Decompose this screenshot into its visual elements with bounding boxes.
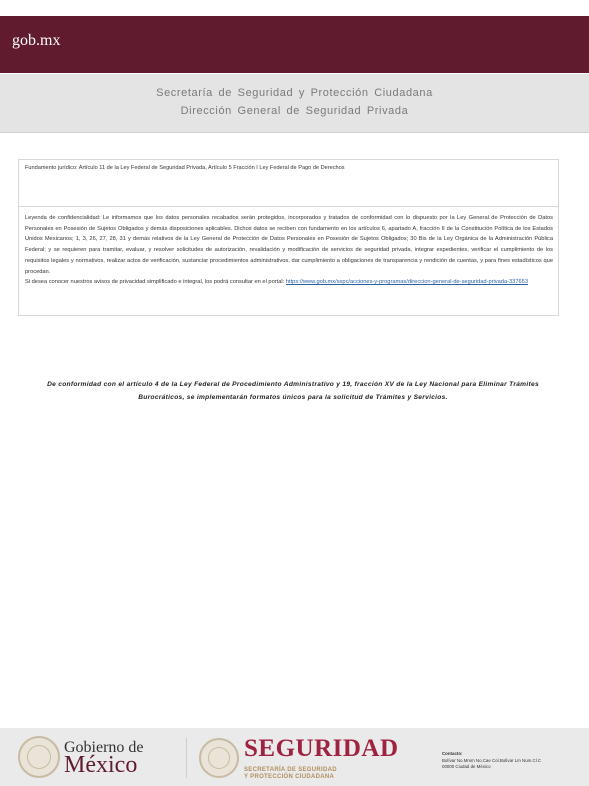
contact-city: 00000 Ciudad de México (442, 764, 491, 769)
mexico-coat-of-arms-icon (18, 736, 60, 778)
seguridad-logo-subtitle-2: Y PROTECCIÓN CIUDADANA (244, 774, 335, 780)
confidentiality-text: Leyenda de confidencialidad: Le informamos que los datos personales recabados serán protegidos, incorporados y tratados de conformidad con lo dispuesto por la Ley General de Protección de Datos Personales en Posesión de Sujetos Obligados y demás disposiciones aplicables. Dichos datos se reciben con fundamento en los artículos 6, apartado A, fracción II de la Constitución Política de los Estados Unidos Mexicanos; 1, 3, 26, 27, 28, 31 y demás relativos de la Ley General de Protección de Datos Personales en Posesión de Sujetos Obligados; 30 Bis de la Ley Orgánica de la Administración Pública Federal; y se requieren para tramitar, evaluar, y resolver solicitudes de autorización, revalidación y modificación de servicios de seguridad privada, integrar expedientes, verificar el cumplimiento de los requisitos legales y normativos, realizar actos de verificación, sustanciar procedimientos administrativos, dar cumplimiento a obligaciones de transparencia y rendición de cuentas, y para fines estadísticos que procedan. (25, 215, 553, 275)
gobierno-de-label: Gobierno de (64, 739, 144, 756)
security-seal-icon (199, 738, 239, 778)
gob-mx-logo-link[interactable]: gob.mx (12, 32, 61, 49)
box-divider (19, 206, 558, 207)
privacy-notice-paragraph (25, 277, 553, 288)
privacy-notice-text: Si desea conocer nuestros avisos de privacidad simplificado e integral, los podrá consultar en el portal: (25, 279, 286, 286)
seguridad-logo-title: SEGURIDAD (244, 735, 399, 762)
directorate-name: Dirección General de Seguridad Privada (180, 105, 409, 117)
privacy-notice-link[interactable]: https://www.gob.mx/sspc/acciones-y-programas/direccion-general-de-seguridad-privada-337653 (285, 279, 528, 286)
contact-title: Contacto: (442, 751, 463, 756)
legal-info-box (18, 159, 559, 316)
legal-basis-text: Fundamento jurídico: Artículo 11 de la Ley Federal de Seguridad Privada, Artículo 5 Fracción I Ley Federal de Pago de Derechos (25, 165, 345, 171)
mexico-label: México (64, 752, 138, 778)
agency-name: Secretaría de Seguridad y Protección Ciudadana (156, 87, 433, 99)
footer-divider (186, 738, 187, 778)
top-bar (0, 16, 589, 73)
contact-address: Bolívar No.Mmm No.Cae Col.Bolívar Lm Num.Cl.C (442, 757, 542, 763)
seguridad-logo-subtitle-1: SECRETARÍA DE SEGURIDAD (244, 767, 337, 773)
single-format-notice: De conformidad con el artículo 4 de la Ley Federal de Procedimiento Administrativo y 19, fracción XV de la Ley Nacional para Eliminar Trámites Burocráticos, se implementarán formatos únicos para la solicitud de Trámites y Servicios. (47, 381, 539, 401)
agency-header (0, 74, 589, 133)
confidentiality-section (25, 213, 553, 288)
contact-block (442, 751, 541, 771)
